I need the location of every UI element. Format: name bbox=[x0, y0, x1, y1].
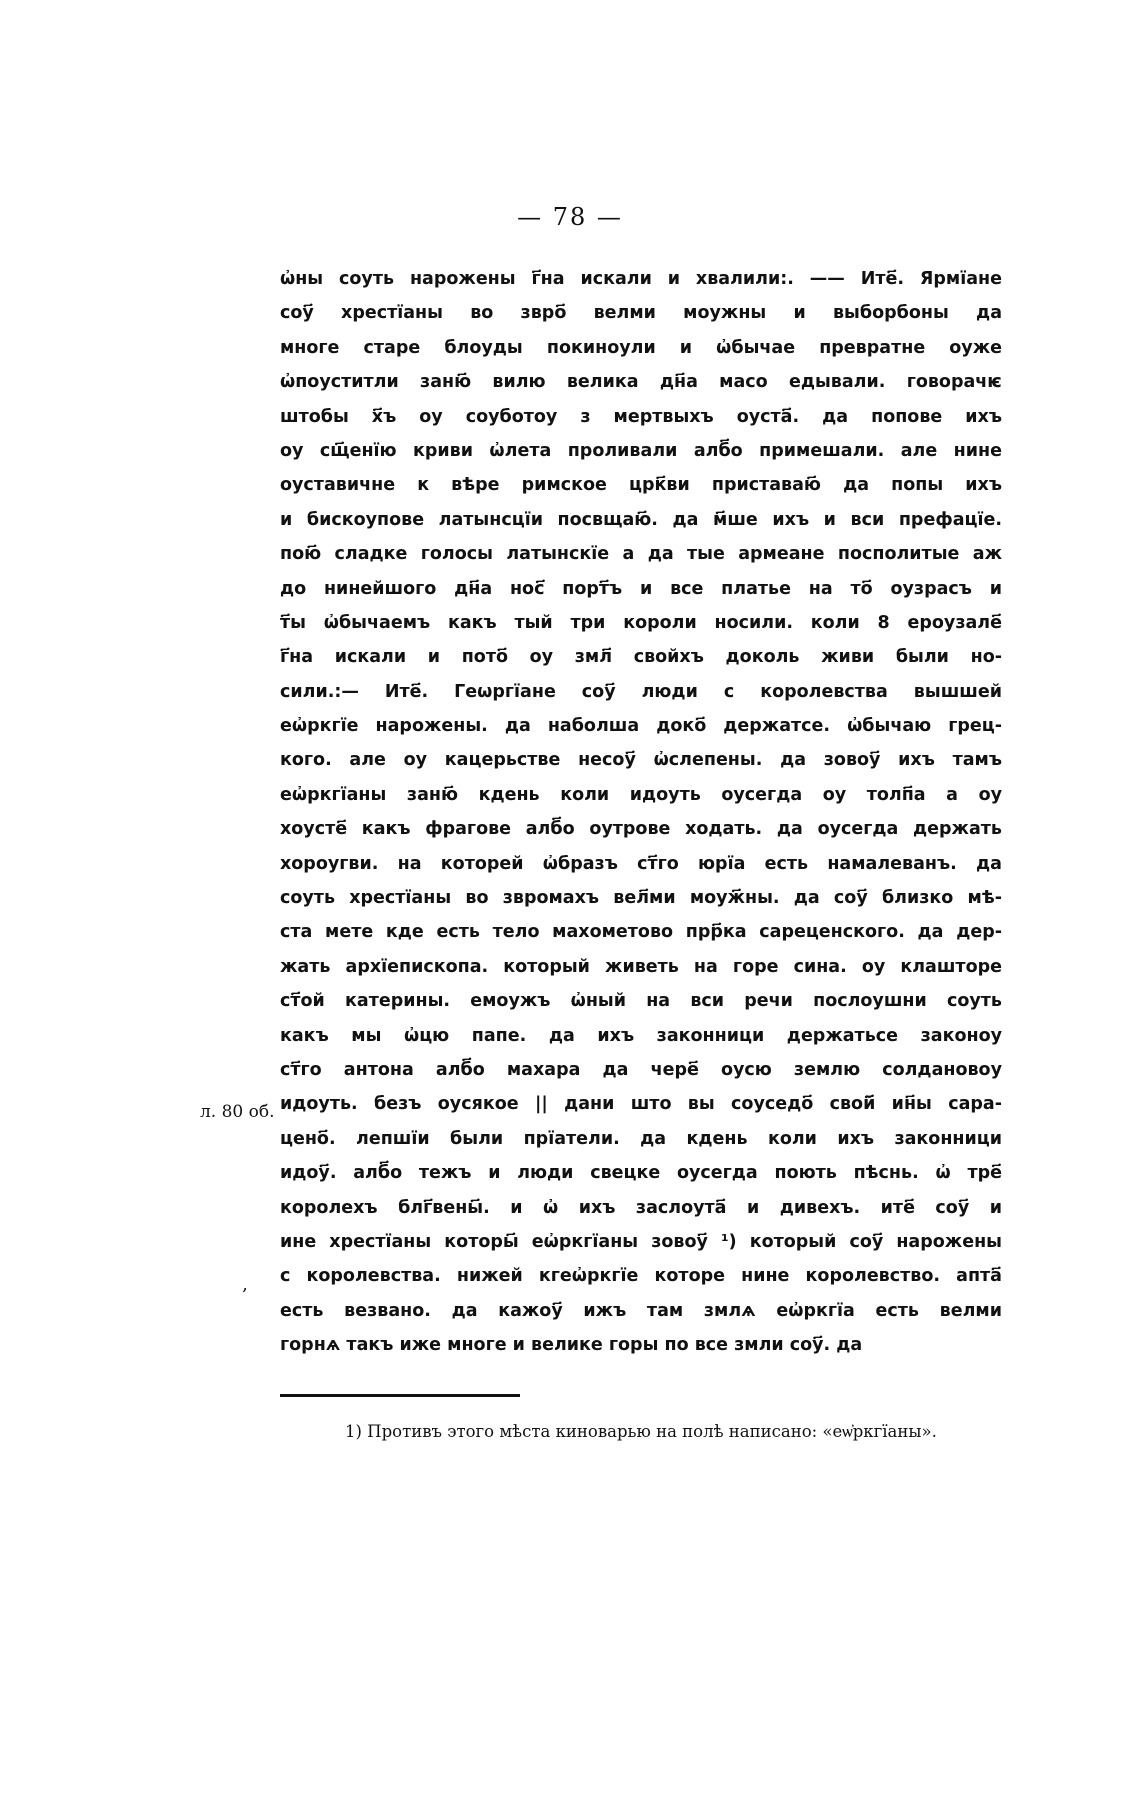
page-number: — 78 — bbox=[517, 203, 623, 231]
text-line: сили.:— Ите҃. Геѡргїане соу҃ люди с королевства вышшей bbox=[280, 681, 1002, 702]
text-line: до нинейшого дн҃а нос҃ порт҃ъ и все платье на то҃ оузрасъ и bbox=[280, 578, 1002, 599]
text-line: ѡ҆ны соуть нарожены г҃на искали и хвалили:. —— Ите҃. Ярмїане bbox=[280, 269, 1002, 289]
text-line: цено҃. лепшїи были прїатели. да кдень коли ихъ законници bbox=[280, 1128, 1002, 1149]
text-line: и бискоупове латынсцїи посвщаю҃. да м҃ше ихъ и вси префацїе. bbox=[280, 509, 1002, 530]
text-line: пою҃ сладке голосы латынскїе а да тые армеане посполитые аж bbox=[280, 544, 1002, 565]
text-line: ѡ҆поуститли заню҃ вилю велика дн҃а масо едывали. говорачѥ bbox=[280, 372, 1002, 393]
text-line: оуставичне к вѣре римское црк҃ви приставаю҃ да попы ихъ bbox=[280, 475, 1002, 496]
text-line: горнѧ такъ иже многе и велике горы по все змли соу҃. да bbox=[280, 1335, 863, 1356]
text-line: с королевства. нижей кгеѡ҆ркгїе которе нине королевство. апта҃ bbox=[280, 1266, 1002, 1287]
text-line: еѡ҆ркгїаны заню҃ кдень коли идоуть оусегда оу толп҃а а оу bbox=[280, 784, 1002, 805]
body-text bbox=[280, 262, 1002, 1363]
margin-mark: ‚ bbox=[242, 1274, 248, 1295]
text-line: жать архїепископа. который живеть на горе сина. оу клашторе bbox=[280, 956, 1002, 977]
text-line: какъ мы ѡ҆цю папе. да ихъ законници держатьсе законоу bbox=[280, 1025, 1002, 1046]
text-line: ст҃ой катерины. емоужъ ѡ҆ный на вси речи послоушни соуть bbox=[280, 991, 1002, 1012]
text-line: идоу҃. алб҃о тежъ и люди свецке оусегда поють пѣснь. ѡ҆ тре҃ bbox=[280, 1163, 1002, 1184]
text-line: т҃ы ѡ҆бычаемъ какъ тый три короли носили. коли 8 ероузале҃ bbox=[280, 612, 1002, 633]
text-line: оу сщ҃енїю криви ѡ҆лета проливали алб҃о примешали. але нине bbox=[280, 440, 1002, 461]
text-line: идоуть. безъ оусякое || дани што вы соуседо҃ свой҃ ин҃ы сара- bbox=[280, 1094, 1002, 1115]
text-line: многе старе блоуды покиноули и ѡ҆бычае превратне оуже bbox=[280, 337, 1002, 358]
text-line: королехъ блг҃вены҃. и ѡ҆ ихъ заслоута҃ и дивехъ. ите҃ соу҃ и bbox=[280, 1197, 1002, 1218]
text-line: еѡ҆ркгїе нарожены. да наболша доко҃ держатсе. ѡ҆бычаю грец- bbox=[280, 716, 1002, 737]
text-line: ине хрестїаны которы҃ еѡ҆ркгїаны зовоу҃ ¹) который соу҃ нарожены bbox=[280, 1231, 1002, 1252]
text-line: кого. але оу кацерьстве несоу҃ ѡ҆слепены. да зовоу҃ ихъ тамъ bbox=[280, 750, 1002, 771]
text-line: хоусте҃ какъ фрагове алб҃о оутрове ходать. да оусегда держать bbox=[280, 819, 1002, 840]
text-line: есть везвано. да кажоу҃ ижъ там змлѧ еѡ҆ркгїа есть велми bbox=[280, 1300, 1002, 1321]
text-line: ста мете кде есть тело махометово прр҃ка сареценского. да дер- bbox=[280, 922, 1002, 943]
footnote: 1) Противъ этого мѣста киноварью на полѣ написано: «еѡ҆ркгїаны». bbox=[345, 1422, 937, 1441]
text-line: штобы х҃ъ оу соуботоу з мертвыхъ оуста҃. да попове ихъ bbox=[280, 406, 1002, 427]
text-line: соу҃ хрестїаны во звро҃ велми моужны и выборбоны да bbox=[280, 303, 1002, 324]
text-line: хороугви. на которей ѡ҆бразъ ст҃го юрїа есть намалеванъ. да bbox=[280, 853, 1002, 874]
footnote-divider bbox=[280, 1394, 520, 1397]
margin-folio-note: л. 80 об. bbox=[200, 1102, 275, 1122]
text-line: ст҃го антона алб҃о махара да чере҃ оусю землю солдановоу bbox=[280, 1059, 1002, 1080]
text-line: г҃на искали и пото҃ оу змл҃ свойхъ доколь живи были но- bbox=[280, 647, 1002, 668]
text-line: соуть хрестїаны во звромахъ вел҃ми моуж҃ны. да соу҃ близко мѣ- bbox=[280, 888, 1002, 909]
